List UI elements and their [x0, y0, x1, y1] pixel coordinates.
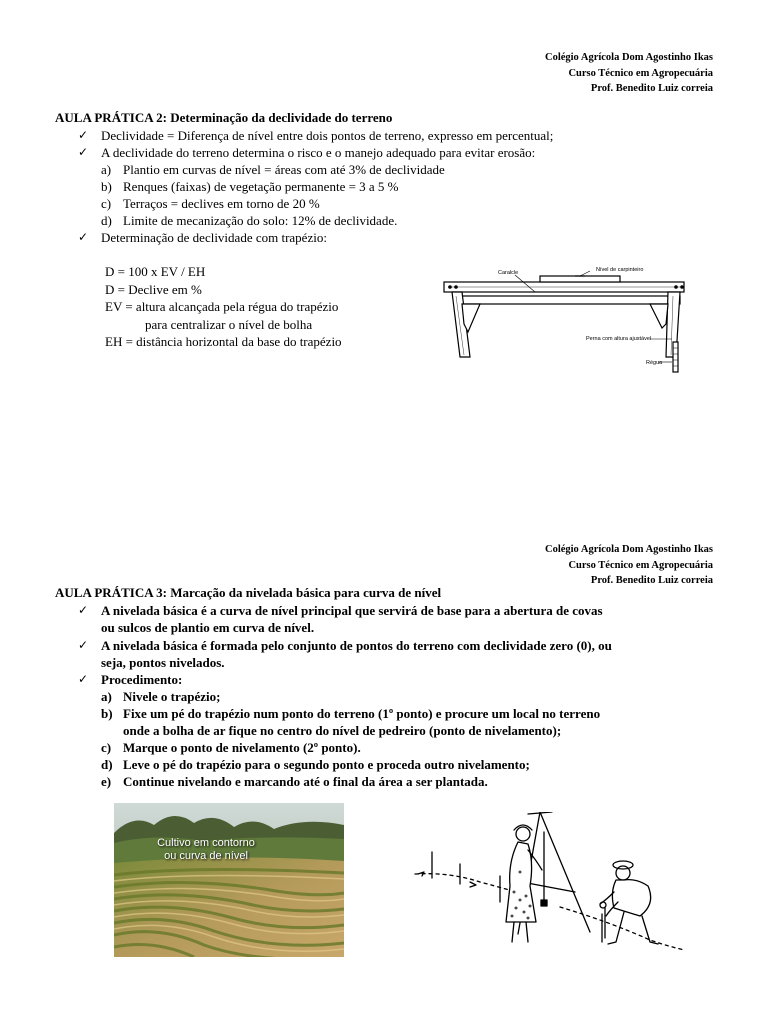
formula-ev-def-cont: para centralizar o nível de bolha — [145, 316, 313, 332]
formula-ev-def: EV = altura alcançada pela régua do trapézio — [105, 299, 339, 314]
school-name: Colégio Agrícola Dom Agostinho Ikas — [544, 52, 713, 63]
list-item: c) Terraços = declives em torno de 20 % — [101, 196, 320, 211]
professor-name: Prof. Benedito Luiz correia — [590, 83, 713, 94]
school-name: Colégio Agrícola Dom Agostinho Ikas — [544, 544, 713, 555]
course-name: Curso Técnico em Agropecuária — [568, 559, 713, 571]
checkmark-icon: ✓ — [78, 230, 89, 244]
bullet-nivelada-2: A nivelada básica é formada pelo conjunto de pontos do terreno com declividade zero (0), ou seja, pontos nivelados. — [101, 638, 612, 670]
formula-block — [105, 263, 342, 351]
diagram-label-regua: Régua — [646, 360, 663, 366]
photo-caption: Cultivo em contorno ou curva de nível — [157, 837, 255, 862]
list-item: a) Nivele o trapézio; — [101, 689, 221, 704]
checkmark-icon: ✓ — [78, 638, 89, 652]
bullet-risco: A declividade do terreno determina o risco e o manejo adequado para evitar erosão: — [101, 145, 536, 160]
checkmark-icon: ✓ — [78, 145, 89, 159]
list-item: b) Fixe um pé do trapézio num ponto do terreno (1º ponto) e procure um local no terreno — [101, 706, 601, 721]
course-name: Curso Técnico em Agropecuária — [568, 67, 713, 79]
bullet-procedimento: Procedimento: — [101, 672, 183, 687]
lesson-title-3: AULA PRÁTICA 3: Marcação da nivelada básica para curva de nível — [55, 585, 442, 600]
professor-name: Prof. Benedito Luiz correia — [590, 575, 713, 586]
bullet-nivelada-1: A nivelada básica é a curva de nível principal que servirá de base para a abertura de covas ou sulcos de plantio em curva de nível. — [101, 603, 603, 635]
list-item-cont: onde a bolha de ar fique no centro do nível de pedreiro (ponto de nivelamento); — [123, 723, 562, 738]
contour-farming-photo — [114, 803, 344, 957]
leveling-illustration — [410, 812, 690, 952]
checkmark-icon: ✓ — [78, 128, 89, 142]
list-item: b) Renques (faixas) de vegetação permanente = 3 a 5 % — [101, 179, 399, 194]
diagram-label-cantoneira: Caralcle — [498, 270, 519, 276]
list-item: d) Limite de mecanização do solo: 12% de declividade. — [101, 213, 398, 228]
lesson-title-2: AULA PRÁTICA 2: Determinação da declividade do terreno — [55, 110, 393, 125]
list-item: e) Continue nivelando e marcando até o final da área a ser plantada. — [101, 774, 488, 789]
school-header-2 — [545, 542, 713, 589]
list-item: c) Marque o ponto de nivelamento (2º ponto). — [101, 740, 361, 755]
checkmark-icon: ✓ — [78, 672, 89, 686]
formula-eh-def: EH = distância horizontal da base do trapézio — [105, 334, 342, 349]
list-item: d) Leve o pé do trapézio para o segundo ponto e proceda outro nivelamento; — [101, 757, 530, 772]
school-header-1 — [545, 50, 713, 97]
diagram-label-nivel: Nível de carpinteiro — [596, 267, 644, 273]
list-item: a) Plantio em curvas de nível = áreas com até 3% de declividade — [101, 162, 445, 177]
formula-d-def: D = Declive em % — [105, 281, 202, 297]
bullet-declividade: Declividade = Diferença de nível entre dois pontos de terreno, expresso em percentual; — [101, 128, 554, 143]
formula-d: D = 100 x EV / EH — [105, 264, 206, 279]
trapezoid-diagram — [440, 262, 700, 377]
diagram-label-perna: Perna com altura ajustável — [586, 336, 652, 342]
bullet-trapezio: Determinação de declividade com trapézio: — [101, 230, 327, 245]
checkmark-icon: ✓ — [78, 603, 89, 617]
